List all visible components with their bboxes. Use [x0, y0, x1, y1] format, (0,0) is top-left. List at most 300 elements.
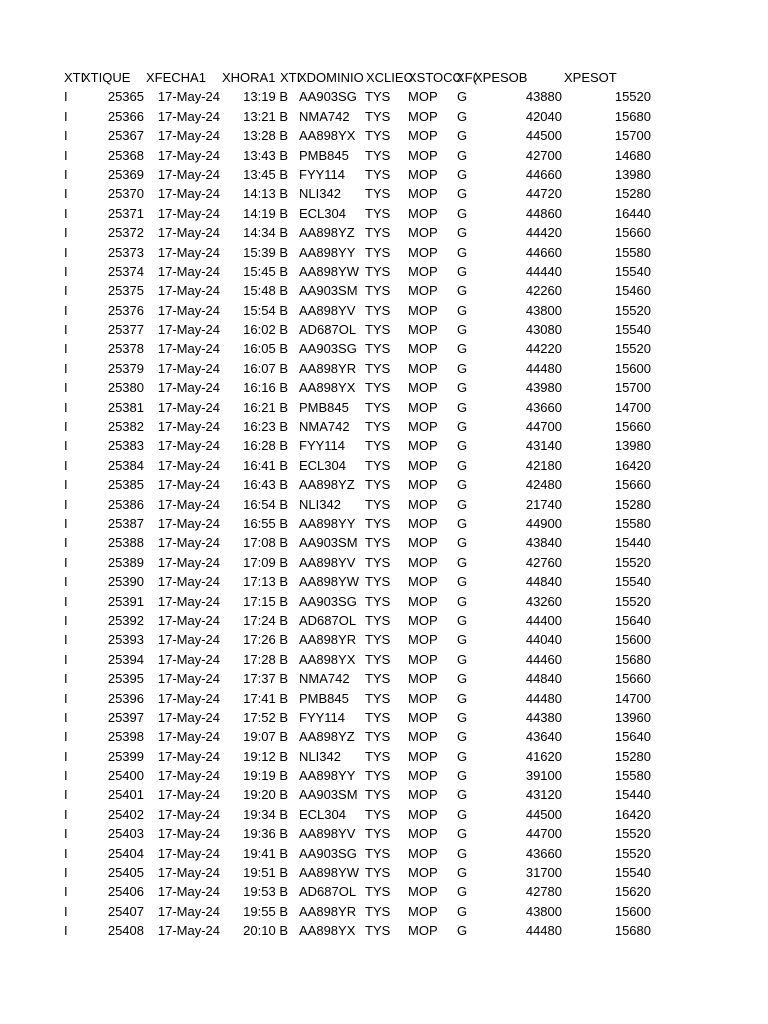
table-cell: 25379	[107, 360, 144, 376]
table-cell: 16420	[614, 457, 651, 473]
table-cell: G	[457, 554, 468, 570]
table-cell: 17:37 B	[243, 671, 288, 687]
table-cell: G	[457, 283, 468, 299]
table-cell: 15540	[614, 574, 651, 590]
table-cell: 44480	[525, 690, 562, 706]
table-cell: AD687OL	[299, 612, 357, 628]
table-cell: I	[64, 632, 68, 648]
table-cell: 17-May-24	[157, 283, 220, 299]
table-cell: PMB845	[299, 399, 349, 415]
table-row	[0, 107, 768, 126]
table-cell: I	[64, 884, 68, 900]
table-cell: 14:34 B	[243, 225, 288, 241]
table-row	[0, 902, 768, 921]
table-cell: 17-May-24	[157, 612, 220, 628]
table-row	[0, 320, 768, 339]
table-cell: 25387	[107, 515, 144, 531]
table-cell: I	[64, 438, 68, 454]
table-cell: AA903SG	[299, 593, 357, 609]
table-row	[0, 301, 768, 320]
table-cell: G	[457, 651, 468, 667]
table-cell: ECL304	[299, 806, 346, 822]
table-cell: NLI342	[299, 186, 341, 202]
table-cell: MOP	[408, 360, 438, 376]
table-cell: G	[457, 399, 468, 415]
table-cell: 25394	[107, 651, 144, 667]
table-cell: MOP	[408, 709, 438, 725]
table-cell: 42700	[525, 147, 562, 163]
table-cell: 17:41 B	[243, 690, 288, 706]
table-cell: I	[64, 380, 68, 396]
table-cell: 42780	[525, 884, 562, 900]
table-cell: 25374	[107, 263, 144, 279]
table-cell: 44220	[525, 341, 562, 357]
table-cell: TYS	[365, 845, 391, 861]
table-cell: I	[64, 729, 68, 745]
table-cell: 25373	[107, 244, 144, 260]
table-cell: 25392	[107, 612, 144, 628]
table-cell: 17-May-24	[157, 399, 220, 415]
table-cell: 17-May-24	[157, 244, 220, 260]
table-cell: 25400	[107, 768, 144, 784]
table-cell: I	[64, 186, 68, 202]
table-cell: G	[457, 690, 468, 706]
header-cell: XPESOB	[474, 70, 528, 85]
table-cell: 17-May-24	[157, 923, 220, 939]
table-cell: I	[64, 865, 68, 881]
table-row	[0, 844, 768, 863]
table-cell: TYS	[365, 651, 391, 667]
table-cell: G	[457, 845, 468, 861]
table-cell: 17-May-24	[157, 806, 220, 822]
table-cell: 19:41 B	[243, 845, 288, 861]
table-cell: TYS	[365, 438, 391, 454]
table-cell: I	[64, 108, 68, 124]
table-cell: 25381	[107, 399, 144, 415]
table-cell: I	[64, 574, 68, 590]
table-cell: I	[64, 690, 68, 706]
table-cell: I	[64, 612, 68, 628]
table-cell: 44660	[525, 166, 562, 182]
table-row	[0, 708, 768, 727]
table-cell: 42040	[525, 108, 562, 124]
table-cell: 17-May-24	[157, 166, 220, 182]
table-cell: TYS	[365, 748, 391, 764]
table-cell: FYY114	[299, 709, 346, 725]
table-cell: MOP	[408, 225, 438, 241]
table-row	[0, 204, 768, 223]
table-cell: 25402	[107, 806, 144, 822]
table-cell: I	[64, 89, 68, 105]
table-cell: TYS	[365, 341, 391, 357]
table-cell: MOP	[408, 438, 438, 454]
table-cell: G	[457, 865, 468, 881]
table-cell: 25391	[107, 593, 144, 609]
header-cell: XTI	[64, 70, 85, 85]
table-cell: 15660	[614, 477, 651, 493]
table-cell: 16:16 B	[243, 380, 288, 396]
table-cell: 17-May-24	[157, 457, 220, 473]
table-cell: AA903SG	[299, 845, 357, 861]
table-cell: G	[457, 380, 468, 396]
table-cell: MOP	[408, 826, 438, 842]
table-cell: 19:07 B	[243, 729, 288, 745]
table-row	[0, 456, 768, 475]
table-cell: I	[64, 166, 68, 182]
table-cell: I	[64, 806, 68, 822]
table-cell: 25407	[107, 903, 144, 919]
table-cell: TYS	[365, 806, 391, 822]
table-cell: MOP	[408, 399, 438, 415]
table-cell: 31700	[525, 865, 562, 881]
table-row	[0, 339, 768, 358]
table-cell: 25393	[107, 632, 144, 648]
table-cell: MOP	[408, 806, 438, 822]
table-cell: 17-May-24	[157, 903, 220, 919]
table-cell: FYY114	[299, 166, 346, 182]
table-cell: MOP	[408, 302, 438, 318]
table-cell: 15620	[614, 884, 651, 900]
table-cell: 25380	[107, 380, 144, 396]
table-cell: 15:48 B	[243, 283, 288, 299]
table-cell: G	[457, 186, 468, 202]
table-cell: 17-May-24	[157, 651, 220, 667]
table-cell: 17:15 B	[243, 593, 288, 609]
table-cell: TYS	[365, 632, 391, 648]
table-cell: 44860	[525, 205, 562, 221]
table-cell: G	[457, 205, 468, 221]
table-cell: 19:55 B	[243, 903, 288, 919]
table-cell: AA898YY	[299, 515, 356, 531]
table-row	[0, 863, 768, 882]
table-cell: 25396	[107, 690, 144, 706]
table-cell: G	[457, 515, 468, 531]
table-cell: I	[64, 147, 68, 163]
table-row	[0, 650, 768, 669]
table-cell: I	[64, 419, 68, 435]
table-cell: 25397	[107, 709, 144, 725]
table-cell: G	[457, 535, 468, 551]
table-cell: 17-May-24	[157, 671, 220, 687]
table-cell: 42260	[525, 283, 562, 299]
header-cell: XSTOCC	[408, 70, 462, 85]
table-cell: MOP	[408, 651, 438, 667]
table-cell: 15520	[614, 341, 651, 357]
table-cell: I	[64, 205, 68, 221]
table-cell: 16:55 B	[243, 515, 288, 531]
table-cell: TYS	[365, 709, 391, 725]
table-cell: 13:19 B	[243, 89, 288, 105]
table-cell: 15700	[614, 380, 651, 396]
table-cell: 43660	[525, 845, 562, 861]
table-cell: MOP	[408, 128, 438, 144]
table-cell: G	[457, 632, 468, 648]
table-cell: 43800	[525, 903, 562, 919]
table-cell: MOP	[408, 108, 438, 124]
table-cell: TYS	[365, 768, 391, 784]
table-cell: G	[457, 341, 468, 357]
table-cell: 17-May-24	[157, 496, 220, 512]
table-cell: TYS	[365, 166, 391, 182]
table-cell: 14680	[614, 147, 651, 163]
table-cell: MOP	[408, 690, 438, 706]
table-row	[0, 572, 768, 591]
table-cell: TYS	[365, 399, 391, 415]
table-cell: 15440	[614, 787, 651, 803]
table-cell: 25382	[107, 419, 144, 435]
table-row	[0, 747, 768, 766]
table-cell: 44420	[525, 225, 562, 241]
table-cell: I	[64, 845, 68, 861]
table-cell: NMA742	[299, 419, 350, 435]
table-cell: I	[64, 826, 68, 842]
table-cell: 25371	[107, 205, 144, 221]
table-cell: 15520	[614, 554, 651, 570]
table-row	[0, 417, 768, 436]
table-cell: 16:21 B	[243, 399, 288, 415]
table-cell: TYS	[365, 263, 391, 279]
table-cell: 17-May-24	[157, 186, 220, 202]
header-cell: XHORA1	[222, 70, 276, 85]
table-cell: AA903SM	[299, 535, 358, 551]
table-cell: 25388	[107, 535, 144, 551]
table-cell: MOP	[408, 477, 438, 493]
table-cell: I	[64, 787, 68, 803]
table-cell: G	[457, 477, 468, 493]
table-cell: MOP	[408, 884, 438, 900]
table-cell: 43260	[525, 593, 562, 609]
table-cell: 25403	[107, 826, 144, 842]
table-row	[0, 262, 768, 281]
table-cell: 16:28 B	[243, 438, 288, 454]
table-cell: G	[457, 593, 468, 609]
table-cell: 25398	[107, 729, 144, 745]
table-cell: TYS	[365, 186, 391, 202]
table-cell: G	[457, 360, 468, 376]
header-cell: XFECHA1	[146, 70, 206, 85]
table-cell: G	[457, 322, 468, 338]
header-cell: XDOMINIO	[298, 70, 364, 85]
table-cell: PMB845	[299, 690, 349, 706]
table-cell: G	[457, 903, 468, 919]
table-cell: MOP	[408, 903, 438, 919]
table-cell: 17-May-24	[157, 554, 220, 570]
table-cell: AA903SG	[299, 89, 357, 105]
table-cell: 15:39 B	[243, 244, 288, 260]
table-cell: 17-May-24	[157, 845, 220, 861]
table-cell: MOP	[408, 535, 438, 551]
table-cell: G	[457, 806, 468, 822]
table-cell: 13980	[614, 438, 651, 454]
table-cell: 44900	[525, 515, 562, 531]
table-cell: 17-May-24	[157, 322, 220, 338]
table-cell: 25367	[107, 128, 144, 144]
table-cell: TYS	[365, 515, 391, 531]
table-cell: TYS	[365, 108, 391, 124]
table-cell: 15520	[614, 826, 651, 842]
table-cell: 15640	[614, 612, 651, 628]
table-cell: G	[457, 244, 468, 260]
table-cell: G	[457, 225, 468, 241]
table-cell: 17:24 B	[243, 612, 288, 628]
table-cell: AA898YY	[299, 768, 356, 784]
table-cell: AD687OL	[299, 884, 357, 900]
table-cell: 15540	[614, 865, 651, 881]
table-cell: 15520	[614, 89, 651, 105]
table-cell: TYS	[365, 554, 391, 570]
table-cell: 15700	[614, 128, 651, 144]
table-cell: G	[457, 671, 468, 687]
table-cell: AA898YV	[299, 302, 356, 318]
table-cell: 44700	[525, 826, 562, 842]
table-cell: I	[64, 128, 68, 144]
table-cell: TYS	[365, 360, 391, 376]
table-cell: 44480	[525, 360, 562, 376]
table-cell: ECL304	[299, 205, 346, 221]
table-row	[0, 882, 768, 901]
table-cell: 25386	[107, 496, 144, 512]
table-cell: I	[64, 225, 68, 241]
table-cell: 25406	[107, 884, 144, 900]
table-cell: 44840	[525, 574, 562, 590]
table-cell: AA898YR	[299, 632, 357, 648]
table-cell: 17-May-24	[157, 690, 220, 706]
table-cell: G	[457, 787, 468, 803]
table-cell: 19:36 B	[243, 826, 288, 842]
table-cell: MOP	[408, 748, 438, 764]
table-row	[0, 727, 768, 746]
header-cell: XPESOT	[564, 70, 617, 85]
table-cell: MOP	[408, 671, 438, 687]
table-row	[0, 514, 768, 533]
table-cell: 25370	[107, 186, 144, 202]
table-cell: 17-May-24	[157, 884, 220, 900]
table-cell: 15520	[614, 302, 651, 318]
table-cell: 19:53 B	[243, 884, 288, 900]
table-cell: AA898YX	[299, 923, 356, 939]
table-cell: 17-May-24	[157, 826, 220, 842]
table-cell: AA898YZ	[299, 477, 355, 493]
table-cell: G	[457, 263, 468, 279]
table-cell: 25375	[107, 283, 144, 299]
table-cell: MOP	[408, 263, 438, 279]
table-cell: AA898YY	[299, 244, 356, 260]
table-cell: 15640	[614, 729, 651, 745]
table-cell: AA903SM	[299, 283, 358, 299]
table-cell: I	[64, 283, 68, 299]
table-row	[0, 766, 768, 785]
table-cell: 19:12 B	[243, 748, 288, 764]
table-row	[0, 592, 768, 611]
table-cell: 13:43 B	[243, 147, 288, 163]
table-cell: TYS	[365, 419, 391, 435]
table-cell: 13:45 B	[243, 166, 288, 182]
table-cell: 44720	[525, 186, 562, 202]
table-cell: 44660	[525, 244, 562, 260]
table-row	[0, 495, 768, 514]
table-cell: 44380	[525, 709, 562, 725]
table-cell: MOP	[408, 283, 438, 299]
table-cell: MOP	[408, 419, 438, 435]
table-cell: AA898YZ	[299, 729, 355, 745]
table-cell: AD687OL	[299, 322, 357, 338]
table-cell: I	[64, 496, 68, 512]
table-cell: 19:20 B	[243, 787, 288, 803]
table-cell: 15580	[614, 244, 651, 260]
table-cell: FYY114	[299, 438, 346, 454]
table-cell: G	[457, 496, 468, 512]
table-cell: MOP	[408, 729, 438, 745]
table-cell: TYS	[365, 535, 391, 551]
table-cell: 17-May-24	[157, 419, 220, 435]
table-cell: TYS	[365, 496, 391, 512]
table-cell: 16:54 B	[243, 496, 288, 512]
table-row	[0, 223, 768, 242]
table-row	[0, 921, 768, 940]
table-cell: I	[64, 341, 68, 357]
table-row	[0, 824, 768, 843]
table-cell: 13:21 B	[243, 108, 288, 124]
table-cell: MOP	[408, 923, 438, 939]
table-cell: TYS	[365, 89, 391, 105]
table-cell: AA898YW	[299, 574, 359, 590]
table-cell: ECL304	[299, 457, 346, 473]
table-cell: 17-May-24	[157, 748, 220, 764]
table-cell: 16:43 B	[243, 477, 288, 493]
table-cell: TYS	[365, 903, 391, 919]
table-cell: 13:28 B	[243, 128, 288, 144]
table-cell: 15600	[614, 903, 651, 919]
table-cell: I	[64, 651, 68, 667]
table-cell: 43640	[525, 729, 562, 745]
table-cell: 14700	[614, 690, 651, 706]
table-cell: TYS	[365, 593, 391, 609]
table-cell: MOP	[408, 341, 438, 357]
table-cell: 44440	[525, 263, 562, 279]
table-cell: 15280	[614, 186, 651, 202]
table-cell: 17-May-24	[157, 341, 220, 357]
table-cell: G	[457, 128, 468, 144]
table-cell: I	[64, 322, 68, 338]
table-cell: 43120	[525, 787, 562, 803]
table-cell: TYS	[365, 884, 391, 900]
table-cell: 17-May-24	[157, 302, 220, 318]
table-cell: I	[64, 263, 68, 279]
table-cell: 17:13 B	[243, 574, 288, 590]
table-cell: 16:41 B	[243, 457, 288, 473]
table-cell: MOP	[408, 166, 438, 182]
table-cell: 25389	[107, 554, 144, 570]
table-cell: 17-May-24	[157, 225, 220, 241]
table-cell: 44840	[525, 671, 562, 687]
table-cell: TYS	[365, 302, 391, 318]
table-cell: 25383	[107, 438, 144, 454]
table-cell: 17:09 B	[243, 554, 288, 570]
table-cell: AA898YR	[299, 360, 357, 376]
table-cell: 44480	[525, 923, 562, 939]
table-cell: 17:52 B	[243, 709, 288, 725]
table-row	[0, 805, 768, 824]
table-cell: 44400	[525, 612, 562, 628]
table-cell: G	[457, 884, 468, 900]
table-cell: AA903SM	[299, 787, 358, 803]
table-cell: 16:07 B	[243, 360, 288, 376]
table-cell: 25405	[107, 865, 144, 881]
table-cell: MOP	[408, 186, 438, 202]
table-cell: 44500	[525, 128, 562, 144]
table-cell: TYS	[365, 244, 391, 260]
table-cell: MOP	[408, 380, 438, 396]
